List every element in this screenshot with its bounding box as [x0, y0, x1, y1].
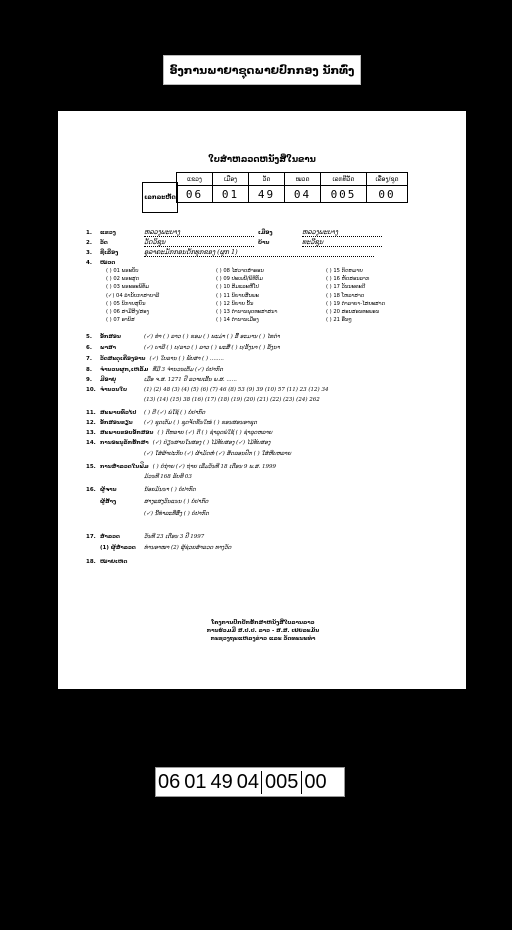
category-option: ( ) 11 ນິຍາຍສີ່ນພະ [216, 292, 259, 299]
row-value: ທີ່ມີ 3 ຈຳນວນເຕັ້ມ (✓) ບໍ່ປາກົດ [152, 367, 223, 373]
form-row [86, 377, 237, 383]
form-title: ໃບສຳຫລວດຫນັງສືໃນຂານ [208, 155, 316, 165]
row-value: (✓) ປ່ຽນສາຍໃນສອງ ( ) ໄມ້ທັບສອງ (✓) ໄມ້ທັບສອງ [152, 440, 271, 446]
field-value: ຫລວງພະບາງ [144, 228, 254, 237]
category-option: ( ) 05 ນິກາຍສຸຍົນ [106, 300, 146, 307]
row-value: (✓) ນີ້ທຳລະທີ່ສົ່ງ ( ) ບໍ່ປາກົດ [144, 511, 209, 517]
form-field-row [86, 228, 382, 237]
row-value: ( ) ດີ (✓) ພໍໃຊ້ ( ) ບໍ່ປາກົດ [144, 410, 206, 416]
row-number: 8. [86, 367, 92, 373]
footer-line: ການຮ່ວມມື ສ.ປ.ປ. ລາວ - ສ.ສ. ເຢຍລະມັນ [206, 628, 320, 634]
category-option: ( ) 02 ພຣະສູດ [106, 276, 140, 283]
category-option: ( ) 14 ຕຳນານເມືອງ [216, 317, 259, 324]
code-header: ເມືອງ [213, 173, 249, 186]
form-row [86, 387, 328, 393]
code-digit: 49 [249, 186, 285, 203]
row-value: ວັນທີ 23 ເດືອນ 3 ປີ 1997 [144, 534, 205, 540]
form-row [86, 487, 196, 493]
category-option: ( ) 20 ສອນສອນທະພອນ [326, 308, 380, 315]
film-id-last: 00 [304, 770, 327, 793]
code-header: ແຂວງ [177, 173, 213, 186]
row-label: ວັດສະດຸເຄື່ອງອານ [100, 356, 146, 362]
row-value: ( ) ບໍ່ຖ່າຍ (✓) ຖ່າຍ ເລີ່ມວັນທີ 18 ເດືອນ 9 ພ.ສ. 1999 [152, 464, 276, 470]
field-number: 4. [86, 260, 92, 266]
row-label: ສຳລວດ [100, 534, 120, 540]
row-label: ອັກສອນຂຽນ [100, 420, 133, 426]
code-digit: 04 [285, 186, 321, 203]
code-header: ວັດ [249, 173, 285, 186]
row-number: 16. [86, 487, 96, 493]
field-number: 2. [86, 240, 92, 246]
row-label: ພາສາ [100, 345, 117, 351]
collection-title: ອົງການພາຍາຊຸດພາຍປົກກອງ ນັກທົ່ງ [163, 55, 361, 85]
category-option: ( ) 12 ນິຍາຍ ນັ້ນ [216, 300, 254, 307]
form-row [86, 430, 272, 436]
category-option: ( ) 16 ຫັດສອນລາກ [326, 276, 370, 283]
footer-line: ໂຄງການປົກປັກຮັກສາຫນັງສືໃບລານລາວ [211, 620, 315, 626]
form-row [86, 499, 208, 505]
row-number: 10. [86, 387, 96, 393]
survey-form [58, 111, 466, 689]
row-number: 9. [86, 377, 92, 383]
form-row [86, 464, 276, 470]
category-option: ( ) 07 ອານິສ [106, 317, 135, 324]
row-number: 6. [86, 345, 92, 351]
form-row [86, 451, 291, 457]
form-row [86, 367, 223, 373]
row-label: ສະພາບຂອບອັກສອນ [100, 430, 154, 436]
row-value: (✓) ບາລີ ( ) ບ/ລາວ ( ) ລາວ ( ) ພະສີ່ ( ) ບ/ລັ້ງນາ ( ) ລັ້ງນາ [144, 345, 280, 351]
row-number: 15. [86, 464, 96, 470]
code-header: ເລື່ອງ/ຊຸດ [367, 173, 408, 186]
row-label: ມີອາຍຸ [100, 377, 117, 383]
form-row [86, 511, 209, 517]
film-id-banner [155, 767, 345, 797]
category-grid [106, 268, 436, 323]
category-option: ( ) 06 ສາມີສິງ/ສອງ [106, 308, 150, 315]
row-label: ສະພາບທົ່ວໄປ [100, 410, 137, 416]
form-footer [158, 619, 368, 643]
film-id-part: 06 [158, 770, 181, 793]
row-value: ທ່ານອາໜາ (2) ຜູ້ຊ່ວຍສຳລວດ ທາງວັດ [144, 545, 232, 551]
category-option: ( ) 03 ພຣະອະພິທັມ [106, 284, 150, 291]
row-value: ສາງແສງວິນແນນ ( ) ບໍ່ປາກົດ [144, 499, 209, 505]
category-option: ( ) 15 ກິດຫມາຍ [326, 268, 363, 274]
category-option: ( ) 17 ວັນນະຄະດີ [326, 284, 366, 291]
row-label: (1) ຜູ້ສຳລວດ [100, 545, 136, 551]
row-value: ( ) ດີຫລາຍ (✓) ດີ ( ) ຊຳລຸດພໍໃຊ້ ( ) ຊຳລຸດຫລາຍ [157, 430, 273, 436]
row-number: 11. [86, 410, 96, 416]
category-option: ( ) 19 ຕຳລາຍາ-ໄສຍະສາດ [326, 300, 386, 307]
row-value: (✓) ໃບລານ ( ) ພັບສາ ( ) ........ [149, 356, 224, 362]
film-id-part: 01 [184, 770, 207, 793]
row-value: ນ້ອຍມັນນາ ( ) ບໍ່ປາກົດ [144, 487, 196, 493]
form-field-row [86, 248, 374, 257]
code-digit: 00 [367, 186, 408, 203]
field-label: ວັດ [100, 240, 108, 246]
code-digit: 005 [321, 186, 367, 203]
category-option: ( ) 18 ໂຫລາສາດ [326, 292, 365, 299]
row-label: ຜູ້ສ້າງ [100, 499, 117, 505]
row-value: (13) (14) (15) 38 (16) (17) (18) (19) (20) (21) (22) (23) (24) 262 [144, 397, 320, 403]
footer-line: ກະຊວງຖະແຫລງຂ່າວ ແລະ ວັດທະນະທຳ [210, 636, 316, 642]
field-value: ອຸລາຄະມັກກອນດັກທຸກຂອງ (ຜູກ 1) [144, 248, 374, 257]
form-row [86, 545, 231, 551]
row-number: 17. [86, 534, 96, 540]
form-row [86, 334, 280, 340]
category-option: ( ) 01 ພຣະບັບ [106, 268, 139, 274]
row-number: 7. [86, 356, 92, 362]
film-id-part: 49 [210, 770, 233, 793]
row-number: 18. [86, 559, 96, 565]
film-id-part: 04 [236, 770, 259, 793]
form-row [86, 356, 224, 362]
form-field-row [86, 238, 382, 247]
code-digit: 06 [177, 186, 213, 203]
category-option: ( ) 13 ຕຳນານພຸດທະສາສນາ [216, 308, 278, 315]
category-option: ( ) 08 ໄສວາດສຳອອນ [216, 268, 264, 274]
row-value: ມ້ວນທີ 168 ລັບທີ 03 [144, 474, 192, 480]
field-label: ຊື່ເລື່ອງ [100, 250, 119, 256]
form-row [86, 420, 257, 426]
field-number: 3. [86, 250, 92, 256]
form-row [86, 474, 192, 480]
form-row [86, 534, 204, 540]
row-value: (✓) ຊຸດເຕັມ ( ) ຊຸດຈັດຂັ້ນໃໝ່ ( ) ຂອນສອນອາຊຸດ [144, 420, 257, 426]
row-number: 14. [86, 440, 96, 446]
field-value-2: ຫລວງພະບາງ [302, 228, 382, 237]
code-header: ເລກທີວັດ [321, 173, 367, 186]
row-label: ໝາຍເຫດ [100, 559, 128, 565]
row-value: (1) (2) 48 (3) (4) (5) (6) (7) 46 (8) 53 (9) 39 (10) 57 (11) 23 (12) 34 [144, 387, 329, 393]
row-number: 5. [86, 334, 92, 340]
row-label: ອັກສອນ [100, 334, 121, 340]
code-digit: 01 [213, 186, 249, 203]
form-row [86, 559, 144, 565]
form-row [86, 345, 280, 351]
code-header: ໝວດ [285, 173, 321, 186]
row-number: 12. [86, 420, 96, 426]
form-row [86, 410, 205, 416]
row-label: ການສຳລວດໃນຟິມ [100, 464, 149, 470]
row-label: ການອະນຸລັກຮັກສາ [100, 440, 149, 446]
field-label-2: ເມືອງ [258, 230, 273, 236]
category-option: ( ) 09 ປະເພນີ/ພິທີກັມ [216, 276, 263, 283]
code-label: ເລກລະຫັດ [142, 182, 178, 213]
row-value: (✓) ໃສ່ຜ້າປະກັບ (✓) ຜ້າມັດຫໍ່ (✓) ສັດລອນປົກ ( ) ໃສ່ຫີບຫລາຍ [144, 451, 292, 457]
form-row [86, 440, 270, 446]
row-value: (✓) ທຳ ( ) ລາວ ( ) ຂອມ ( ) ພະມ່າ ( ) ລື້ ອະມານ ( ) ໄທດຳ [144, 334, 280, 340]
row-label: ຈຳນວນໃບ [100, 387, 127, 393]
film-id-boxed: 005 [261, 771, 302, 794]
field-number: 1. [86, 230, 92, 236]
row-label: ຜູ້ຈານ [100, 487, 117, 493]
code-table [176, 172, 408, 203]
field-label: ໝວດ [100, 260, 116, 266]
field-value-2: ທະວີຊຸນ [302, 238, 382, 247]
category-option: ( ) 10 ສິມແລະຫີ່ໂປ [216, 284, 259, 291]
row-label: ຈຳນວນຜູກ,ເຫລັ້ມ [100, 367, 149, 373]
row-number: 13. [86, 430, 96, 436]
field-label-2: ບ້ານ [258, 240, 270, 246]
form-row [86, 397, 320, 403]
field-label: ແຂວງ [100, 230, 116, 236]
category-option: (✓) 04 ລຳນັບກາສາບາລີ [106, 292, 160, 299]
field-value: ວັດວິຊຸນ [144, 238, 254, 247]
form-field-row [86, 260, 140, 266]
category-option: ( ) 21 ອື່ນໆ [326, 317, 352, 324]
row-value: ເມື່ອ ຈ.ສ. 1271 ປີ ລວາຍເລີ້ນ ພ.ສ. ...... [144, 377, 237, 383]
